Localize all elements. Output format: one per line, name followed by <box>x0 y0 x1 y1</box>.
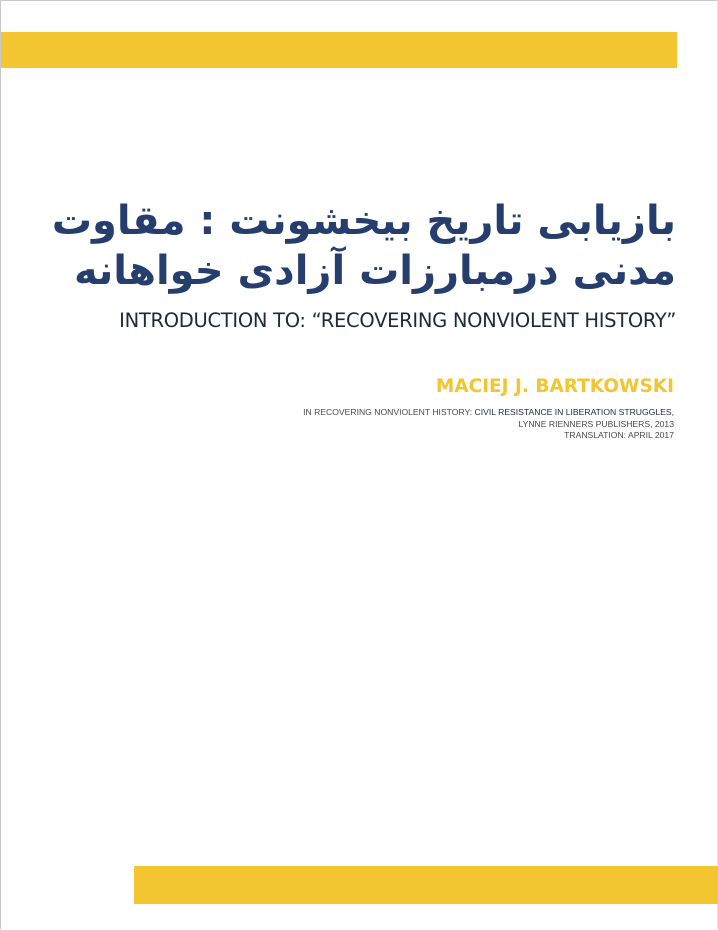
english-subtitle: INTRODUCTION TO: “RECOVERING NONVIOLENT HISTORY” <box>119 309 676 332</box>
citation-prefix: IN RECOVERING NONVIOLENT HISTORY: <box>303 407 475 417</box>
author-name: MACIEJ J. BARTKOWSKI <box>435 376 674 397</box>
citation-translation-date: TRANSLATION: APRIL 2017 <box>564 430 674 440</box>
citation-publisher: LYNNE RIENNERS PUBLISHERS, 2013 <box>518 418 674 429</box>
citation-block <box>303 407 674 442</box>
bottom-accent-bar <box>134 866 718 904</box>
citation-book-title: CIVIL RESISTANCE IN LIBERATION STRUGGLES, <box>474 407 674 417</box>
persian-title <box>51 196 676 296</box>
citation-line-1 <box>303 407 674 419</box>
top-accent-bar <box>1 32 677 68</box>
persian-title-line-1: بازیابی تاریخ بیخشونت : مقاوت <box>51 198 676 244</box>
persian-title-line-2: مدنی درمبارزات آزادی خواهانه <box>73 248 676 294</box>
